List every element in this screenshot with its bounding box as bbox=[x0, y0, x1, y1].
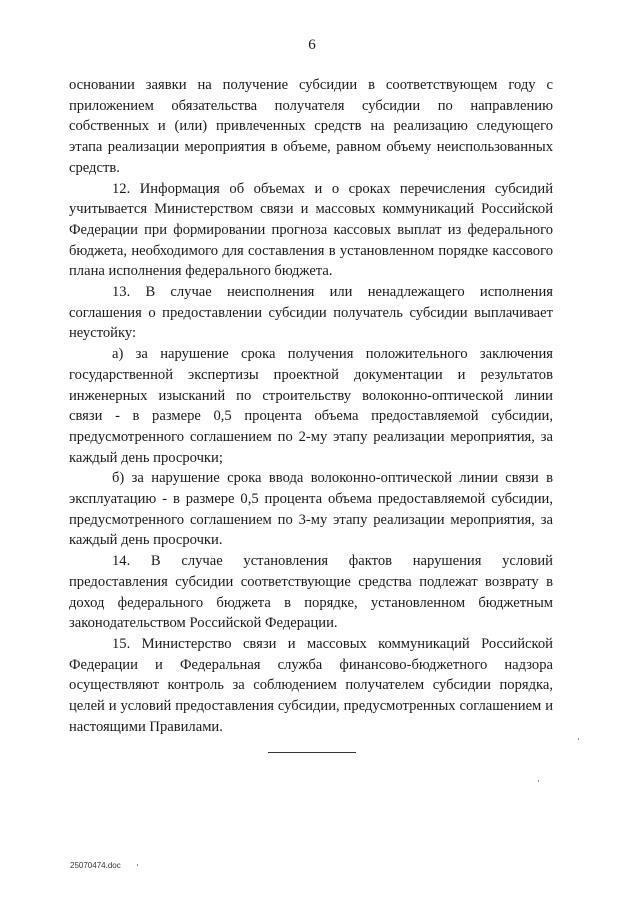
end-of-text-rule bbox=[268, 752, 356, 753]
paragraph-item-13: 13. В случае неисполнения или ненадлежащего исполнения соглашения о предоставлении субсидии получатель субсидии выплачивает неустойку: bbox=[69, 284, 553, 342]
scan-speck bbox=[137, 864, 138, 866]
scan-speck bbox=[578, 738, 579, 740]
scan-speck bbox=[538, 780, 539, 782]
file-reference: 25070474.doc bbox=[70, 861, 121, 870]
paragraph-item-12: 12. Информация об объемах и о сроках перечисления субсидий учитывается Министерством связи и массовых коммуникаций Российской Федерации при формировании прогноза кассовых выплат из федерального бюджета, необходимого для составления в установленном порядке кассового плана исполнения федерального бюджета. bbox=[69, 180, 553, 280]
paragraph-continuation: основании заявки на получение субсидии в соответствующем году с приложением обязательства получателя субсидии по направлению собственных и (или) привлеченных средств на реализацию следующего этапа реализации мероприятия в объеме, равном объему неиспользованных средств. bbox=[69, 77, 553, 176]
paragraph-item-13a: а) за нарушение срока получения положительного заключения государственной экспертизы проектной документации и результатов инженерных изысканий по строительству волоконно-оптической линии связи - в размере 0,5 процента объема предоставляемой субсидии, предусмотренного соглашением по 2-му этапу реализации мероприятия, за каждый день просрочки; bbox=[69, 346, 553, 466]
paragraph-item-13b: б) за нарушение срока ввода волоконно-оптической линии связи в эксплуатацию - в размере 0,5 процента объема предоставляемой субсидии, предусмотренного соглашением по 3-му этапу реализации мероприятия, за каждый день просрочки. bbox=[69, 470, 553, 549]
paragraph-item-15: 15. Министерство связи и массовых коммуникаций Российской Федерации и Федеральная служба финансово-бюджетного надзора осуществляют контроль за соблюдением получателем субсидии порядка, целей и условий предоставления субсидии, предусмотренных соглашением и настоящими Правилами. bbox=[69, 635, 553, 735]
document-body bbox=[69, 75, 553, 738]
page-number: 6 bbox=[308, 37, 316, 53]
paragraph-item-14: 14. В случае установления фактов нарушения условий предоставления субсидии соответствующие средства подлежат возврату в доход федерального бюджета в порядке, установленном бюджетным законодательством Российской Федерации. bbox=[69, 553, 553, 632]
